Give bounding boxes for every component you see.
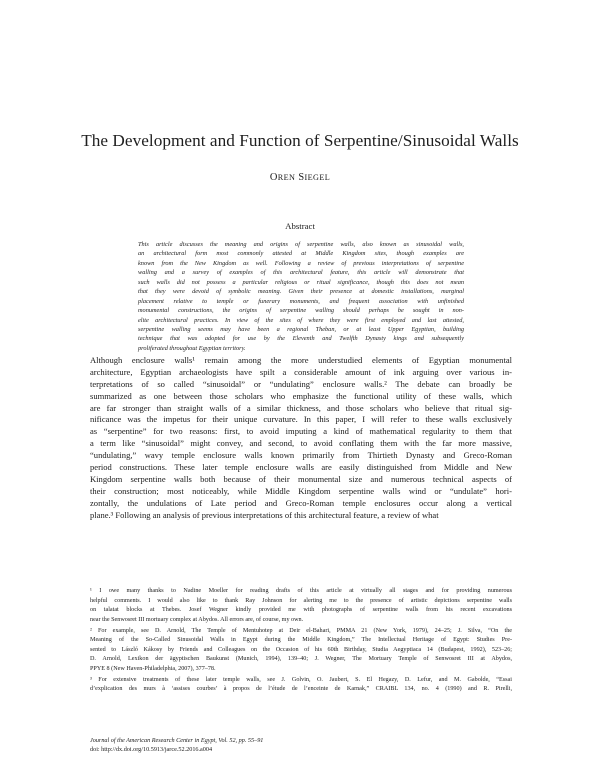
body-line: period constructions. These later temple enclosure walls are easily distinguished from Middle and New xyxy=(90,462,512,473)
author-first-rest: REN xyxy=(277,173,296,182)
abstract-heading: Abstract xyxy=(285,221,315,231)
footnote-1 xyxy=(90,587,512,625)
abstract-line: such walls did not possess a particular religious or ritual significance, though this does not mean xyxy=(138,278,464,286)
doi-link[interactable]: doi: http://dx.doi.org/10.5913/jarce.52.2016.a004 xyxy=(90,746,213,754)
footnote-line: sented to László Kákosy by Friends and Colleagues on the Occasion of his 60th Birthday, Studia Aegyptiaca 14 (Budapest, 1992), 523–26; xyxy=(90,646,512,653)
body-line: nificance was the impetus for their unique curvature. In this paper, I will refer to these walls exclusively xyxy=(90,414,512,425)
footnote-3 xyxy=(90,676,512,695)
article-title: The Development and Function of Serpentine/Sinusoidal Walls xyxy=(81,131,519,150)
abstract-line: elite architectural practices. In view of the sites of where they were first employed and last attested, xyxy=(138,316,464,324)
author-last-initial: S xyxy=(298,172,305,183)
footnotes xyxy=(90,587,512,695)
body-line: terpretations of so called “sinusoidal” or “undulating” enclosure walls.² The debate can broadly be xyxy=(90,378,512,389)
abstract-line: This article discusses the meaning and origins of serpentine walls, also known as sinusoidal walls, xyxy=(138,241,464,248)
body-line: a term like “sinusoidal” might convey, and second, to avoid conflating them with the far more massive, xyxy=(90,438,512,449)
footnote-line: D. Arnold, Lexikon der ägyptischen Baukunst (Munich, 1994), 139–40; J. Wegner, The Mortuary Temple of Senwosret III at Abydos, xyxy=(90,656,512,662)
body-line: Although enclosure walls¹ remain among the more understudied elements of Egyptian monumental xyxy=(90,355,512,365)
footnote-line: ³ For extensive treatments of these later temple walls, see J. Golvin, O. Jaubert, S. El Hegazy, D. Lefur, and M. Gabolde, “Essai xyxy=(90,676,512,683)
page-footer xyxy=(90,736,512,755)
footnote-line: ¹ I owe many thanks to Nadine Moeller for reading drafts of this article at virtually all stages and for providing numerous xyxy=(90,588,512,594)
body-line: “undulating,” wavy temple enclosure walls known primarily from Thirtieth Dynasty and Greco-Roman xyxy=(90,450,512,461)
author-first-initial: O xyxy=(269,172,278,183)
footnote-line: on talatat blocks at Thebes. Josef Wegner kindly provided me with photographs of serpentine walls from his recent excavations xyxy=(90,607,512,613)
body-line: architecture, Egyptian archaeologists have spilt a considerable amount of ink arguing over various in- xyxy=(90,366,512,377)
footnote-line: helpful comments. I would also like to thank Ray Johnson for alerting me to the presence of artistic depictions serpentine walls xyxy=(90,597,512,604)
abstract-line: monumental constructions, the origins of serpentine walling should perhaps be sought in non- xyxy=(138,307,464,315)
abstract-line: serpentine walling seems may have been a regional Theban, or at least Upper Egyptian, building xyxy=(138,325,464,333)
author-last-rest: IEGEL xyxy=(304,173,331,182)
abstract-line: known from the New Kingdom as well. Following a review of previous interpretations of serpentine xyxy=(138,259,464,267)
footnote-line: d’explication des murs à ‘assises courbes’ à propos de l’étude de l’enceinte de Karnak,” CRAIBL 134, no. 4 (1990) and R. Pirelli, xyxy=(90,686,512,692)
body-line: zontally, the undulations of Late period and Greco-Roman temple enclosures occur along a vertical xyxy=(90,497,512,508)
author-name xyxy=(40,172,560,184)
footnote-line: Meaning of the So-Called Sinusoidal Walls in Egypt during the Middle Kingdom,” The Intellectual Heritage of Egypt: Studies Pre- xyxy=(90,637,512,643)
body-line: are far stronger than straight walls of a similar thickness, and those scholars who believe that ritual sig- xyxy=(90,402,512,413)
body-text xyxy=(90,355,512,521)
footnote-line: PPYE 8 (New Haven-Philadelphia, 2007), 377–78. xyxy=(90,665,216,672)
abstract-line: an architectural form most commonly attested at Middle Kingdom sites, though examples are xyxy=(138,250,464,258)
footnote-line: ² For example, see D. Arnold, The Temple of Mentuhotep at Deir el-Bahari, PMMA 21 (New York, 1979), 24–25; J. Silva, “On the xyxy=(90,627,512,634)
abstract-line: placement relative to temple or funerary monuments, and frequent association with unfinished xyxy=(138,297,464,305)
body-line: plane.³ Following an analysis of previous interpretations of this architectural feature, a review of what xyxy=(90,509,439,520)
footnote-2 xyxy=(90,627,512,675)
footnote-line: near the Senwosret III mortuary complex at Abydos. All errors are, of course, my own. xyxy=(90,616,304,623)
body-line: summarized as one between those scholars who emphasize the functional utility of these walls, which xyxy=(90,390,512,401)
abstract-line: walling and a survey of examples of this architectural feature, this article will demonstrate that xyxy=(138,269,464,277)
journal-citation: Journal of the American Research Center in Egypt, Vol. 52, pp. 55–91 xyxy=(90,737,264,744)
body-line: Kingdom serpentine walls both because of their monumental size and numerous technical aspects of xyxy=(90,473,512,484)
abstract-text xyxy=(138,240,464,353)
abstract-line: proliferated throughout Egyptian territory. xyxy=(138,344,246,352)
body-line: their construction; most noticeably, while Middle Kingdom serpentine walls wind or “undulate” hori- xyxy=(90,485,512,496)
body-line: as “serpentine” for two reasons: first, to avoid imputing a kind of mathematical regularity to them that xyxy=(90,426,512,437)
abstract-line: that they were devoid of symbolic meaning. Given their presence at domestic installations, marginal xyxy=(138,288,464,296)
abstract-line: technique that was adopted for use by the Eleventh and Twelfth Dynasty kings and subsequently xyxy=(138,335,464,343)
